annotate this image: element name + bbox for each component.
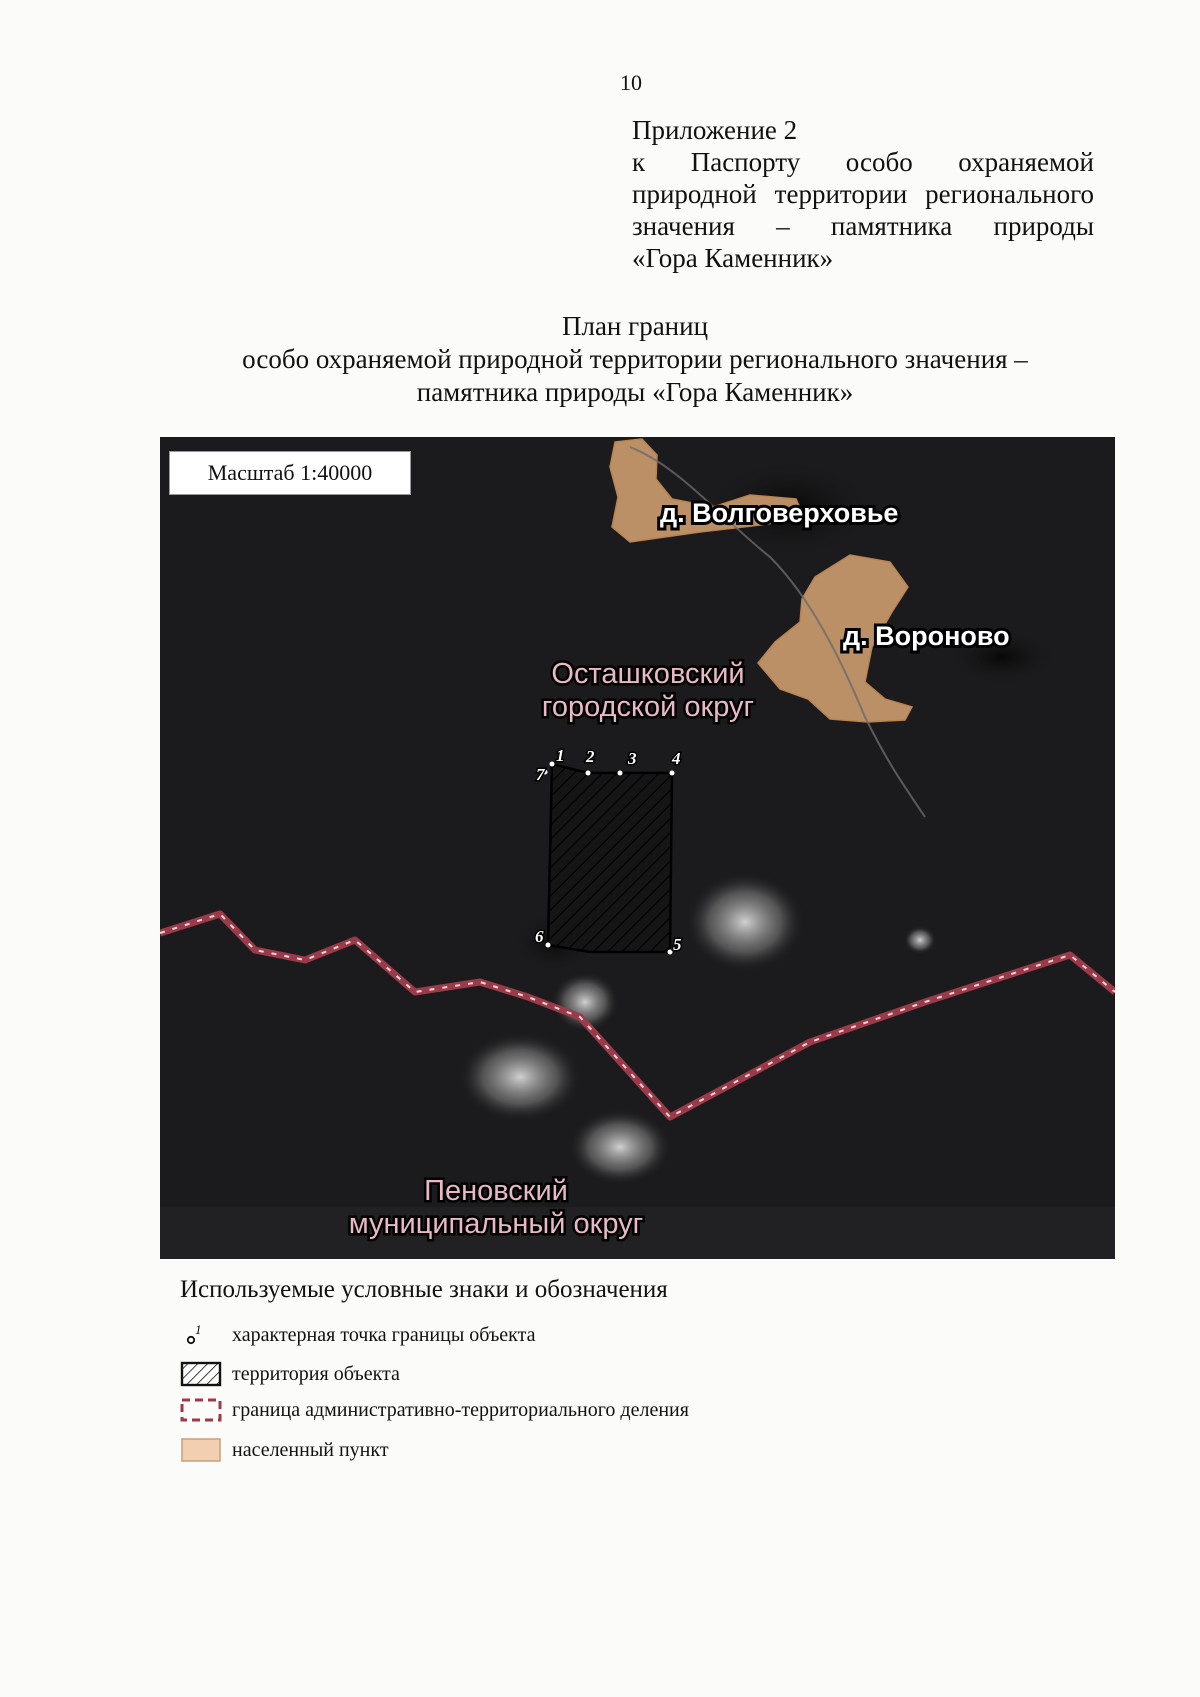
- boundary-point: [586, 771, 591, 776]
- title-line: особо охраняемой природной территории регионального значения –: [242, 344, 1028, 374]
- legend-label: граница административно-территориального деления: [232, 1399, 689, 1421]
- point-label: 5: [673, 935, 682, 954]
- legend-label: населенный пункт: [232, 1439, 389, 1461]
- legend-label: территория объекта: [232, 1363, 400, 1385]
- legend-title: Используемые условные знаки и обозначения: [180, 1276, 668, 1303]
- boundary-point: [618, 771, 623, 776]
- document-title: [100, 310, 1170, 409]
- legend-item: [180, 1359, 880, 1391]
- point-label: 2: [586, 747, 595, 766]
- boundary-point-icon: [180, 1322, 222, 1348]
- title-line: памятника природы «Гора Каменник»: [416, 377, 854, 407]
- appendix-heading: [632, 114, 1094, 274]
- legend-label: характерная точка границы объекта: [232, 1324, 536, 1346]
- point-label: 1: [556, 746, 565, 765]
- boundary-point: [668, 950, 673, 955]
- point-label: 3: [628, 749, 637, 768]
- cloud-cover: [685, 872, 805, 972]
- district-label: Осташковский: [551, 658, 745, 690]
- cloud-cover: [458, 1032, 582, 1122]
- map-canvas: [160, 437, 1115, 1259]
- hatched-territory-icon: [180, 1361, 222, 1387]
- settlement-label: д. Вороново: [843, 621, 1010, 651]
- boundary-point: [546, 943, 551, 948]
- legend-item: [180, 1435, 880, 1467]
- appendix-line: значения – памятника природы: [632, 211, 1094, 241]
- cloud-cover: [568, 1109, 672, 1185]
- legend-item: [180, 1320, 880, 1352]
- point-label: 7: [536, 765, 545, 784]
- appendix-line: «Гора Каменник»: [632, 243, 834, 273]
- settlement-icon: [180, 1437, 222, 1463]
- boundary-point: [550, 762, 555, 767]
- scale-label: Масштаб 1:40000: [169, 451, 411, 495]
- admin-boundary-icon: [180, 1397, 222, 1423]
- boundary-map: [160, 437, 1115, 1259]
- legend-item: [180, 1395, 880, 1427]
- district-label: Пеновский: [424, 1175, 568, 1207]
- district-label: городской округ: [541, 691, 755, 723]
- page-number: 10: [620, 70, 642, 95]
- point-label: 4: [672, 749, 681, 768]
- title-line: План границ: [561, 311, 709, 341]
- point-label: 6: [535, 927, 544, 946]
- object-territory: [548, 764, 672, 952]
- appendix-line: к Паспорту особо охраняемой: [632, 147, 1094, 177]
- appendix-line: Приложение 2: [632, 115, 798, 145]
- settlement-label: д. Волговерховье: [660, 498, 899, 528]
- legend-point-sup: 1: [195, 1322, 202, 1337]
- district-label: муниципальный округ: [348, 1208, 644, 1240]
- cloud-cover: [904, 926, 936, 954]
- appendix-line: природной территории регионального: [632, 179, 1094, 209]
- boundary-point: [670, 771, 675, 776]
